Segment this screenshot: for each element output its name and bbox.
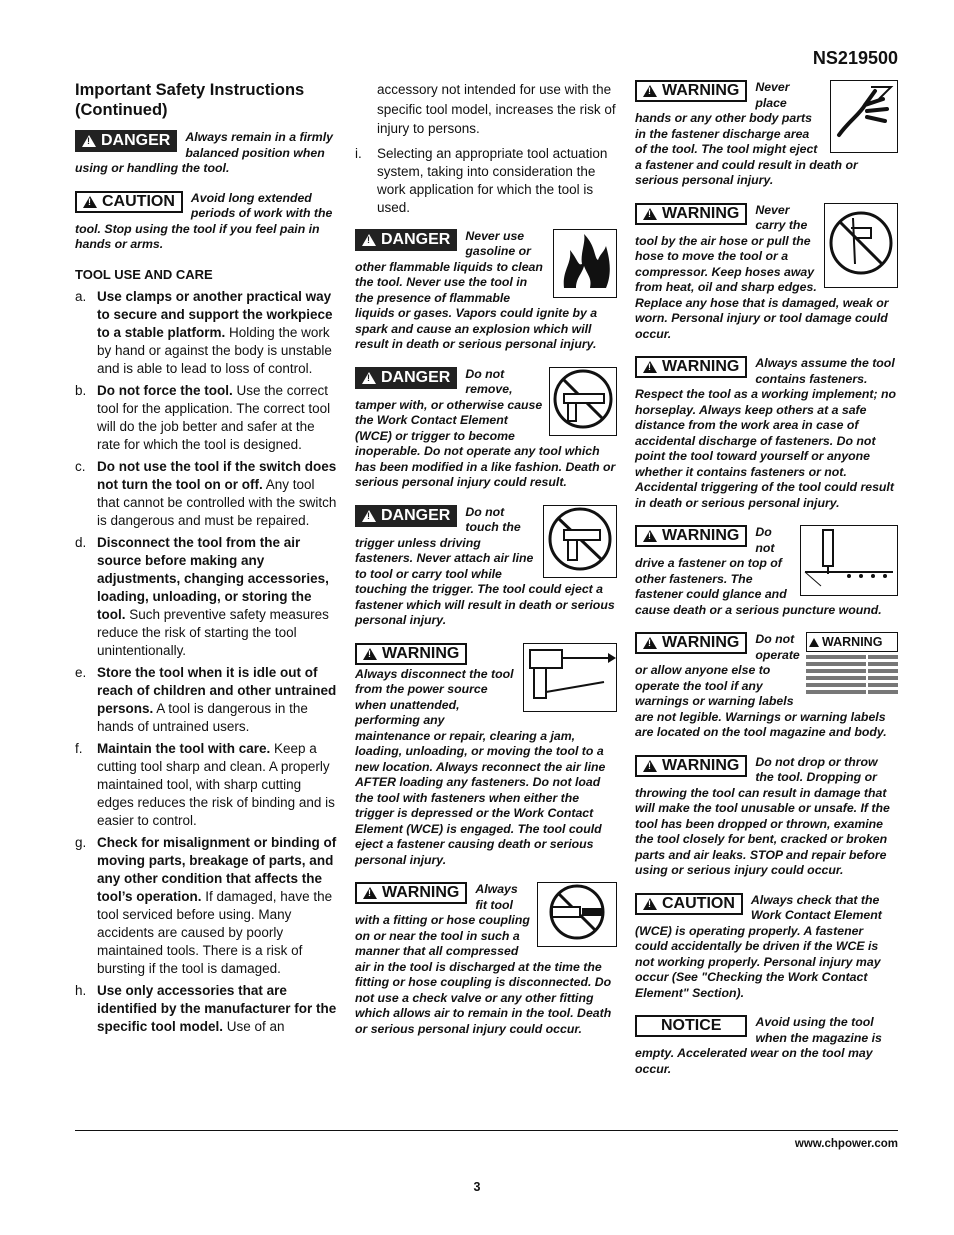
danger-notice: ! DANGER Do not touch the trigger unless driving fasteners. Never attach air line to tool or carry tool while touching the trigger. The tool could eject a fastener which will result in death or serious personal injury. — [355, 505, 617, 629]
warning-badge: ! WARNING — [635, 755, 747, 777]
section-title: Important Safety Instructions (Continued) — [75, 81, 305, 119]
danger-badge: ! DANGER — [355, 367, 457, 389]
column-2 — [355, 80, 617, 1051]
caution-badge: ! CAUTION — [635, 893, 743, 915]
notice-badge: NOTICE — [635, 1015, 747, 1037]
alert-triangle-icon — [643, 530, 657, 542]
warning-badge: ! WARNING — [355, 643, 467, 665]
list-item-h: h. Use only accessories that are identified by the manufacturer for the specific tool model. Use of an — [75, 982, 337, 1034]
tool-use-list — [75, 288, 338, 1036]
list-item-i: i. Selecting an appropriate tool actuation system, taking into consideration the work application for which the tool is used. — [355, 145, 608, 215]
column-3 — [635, 80, 898, 1091]
warning-badge: ! WARNING — [635, 203, 747, 225]
disconnect-air-icon — [523, 643, 617, 712]
list-item-e: e. Store the tool when it is idle out of reach of children and other untrained persons. A tool is dangerous in the hands of untrained users. — [75, 664, 337, 734]
warning-badge: ! WARNING — [635, 632, 747, 654]
alert-triangle-icon — [643, 85, 657, 97]
website-link[interactable]: www.chpower.com — [794, 1138, 898, 1150]
warning-badge: ! WARNING — [635, 80, 747, 102]
caution-badge: ! CAUTION — [75, 191, 183, 213]
no-carry-by-hose-icon — [824, 203, 898, 288]
alert-triangle-icon — [643, 898, 657, 910]
warning-badge: ! WARNING — [635, 525, 747, 547]
alert-triangle-icon — [643, 361, 657, 373]
footer-divider — [75, 1130, 898, 1131]
alert-triangle-icon — [83, 196, 97, 208]
warning-notice: ! WARNING Never place hands or any other body parts in the fastener discharge area of the tool. The tool might eject a fastener and could result in death or serious personal injury. — [635, 80, 898, 189]
warning-notice: ! WARNING Always assume the tool contains fasteners. Respect the tool as a working implement; no horseplay. Always keep others at a safe distance from the work area in case of accidental discharge of fasteners. Do not point the tool toward yourself or anyone whether it contains fasteners or not. Accidental triggering of the tool could result in death or serious personal injury. — [635, 356, 898, 511]
alert-triangle-icon — [363, 887, 377, 899]
alert-triangle-icon — [362, 510, 376, 522]
list-item-b: b. Do not force the tool. Use the correct tool for the application. The correct tool will do the job better and safer at the rate for which the tool is designed. — [75, 382, 331, 452]
warning-notice: ! WARNING Do not drive a fastener on top of other fasteners. The fastener could glance and cause death or a serious puncture wound. — [635, 525, 898, 618]
column-3-notices — [635, 80, 898, 1077]
warning-notice: ! WARNING Do not drop or throw the tool. Dropping or throwing the tool can result in damage that will make the tool unusable or unsafe. If the tool has been dropped or thrown, examine the tool closely for bent, cracked or broken parts and air leaks. STOP and repair before using or serious injury could occur. — [635, 755, 898, 879]
column-1 — [75, 80, 338, 1040]
tool-use-heading: TOOL USE AND CARE — [75, 266, 213, 282]
danger-notice-balance: ! DANGER Always remain in a firmly balanced position when using or handling the tool. — [75, 130, 338, 177]
warning-badge: ! WARNING — [355, 882, 467, 904]
list-item-c: c. Do not use the tool if the switch does not turn the tool on or off. Any tool that cannot be controlled with the switch is dangerous and must be repaired. — [75, 458, 337, 528]
alert-triangle-icon — [643, 208, 657, 220]
warning-badge: ! WARNING — [635, 356, 747, 378]
caution-notice: ! CAUTION Always check that the Work Contact Element (WCE) is operating properly. A fastener could accidentally be driven if the WCE is not working properly. Personal injury may occur (See "Checking the Work Contact Element" Section). — [635, 893, 898, 1002]
notice-notice: NOTICE Avoid using the tool when the magazine is empty. Accelerated wear on the tool may occur. — [635, 1015, 882, 1076]
fastener-on-fastener-icon — [800, 525, 898, 596]
alert-triangle-icon — [363, 648, 377, 660]
danger-badge: ! DANGER — [75, 130, 177, 152]
alert-triangle-icon — [362, 372, 376, 384]
model-number: NS219500 — [812, 48, 898, 68]
item-h-continuation: accessory not intended for use with the specific tool model, increases the risk of injury to persons. — [377, 82, 616, 136]
warning-notice: WARNING ! WARNING Do not operate or allow anyone else to operate the tool if any warnings or warning labels are not legible. Warnings or warning labels are located on the tool magazine and body. — [635, 632, 898, 741]
caution-notice-extended-work: ! CAUTION Avoid long extended periods of work with the tool. Stop using the tool if you feel pain in hands or arms. — [75, 191, 338, 253]
alert-triangle-icon — [82, 135, 96, 147]
danger-notice: ! DANGER Do not remove, tamper with, or otherwise cause the Work Contact Element (WCE) or trigger to become inoperable. Do not operate any tool which has been modified in a like fashion. Death or serious personal injury could result. — [355, 367, 617, 491]
warning-notice: ! WARNING Always disconnect the tool from the power source when unattended, performing any maintenance or repair, clearing a jam, loading, unloading, or moving the tool to a new location. Always reconnect the air line AFTER loading any fasteners. Do not load the tool with fasteners when either the trigger is depressed or the Work Contact Element (WCE) is engaged. The tool could eject a fastener causing death or serious personal injury. — [355, 643, 617, 869]
warning-notice: ! WARNING Always fit tool with a fitting or hose coupling on or near the tool in such a manner that all compressed air in the tool is discharged at the time the fitting or hose coupling is disconnected. Do not use a check valve or any other fitting which allows air to remain in the tool. Death or serious personal injury could occur. — [355, 882, 617, 1037]
no-finger-on-trigger-icon — [543, 505, 617, 578]
page-number: 3 — [473, 1180, 481, 1194]
list-item-a: a. Use clamps or another practical way to secure and support the workpiece to a stable platform. Holding the work by hand or against the body is unstable and is able to lead to loss of control. — [75, 288, 333, 376]
danger-notice: ! DANGER Never use gasoline or other flammable liquids to clean the tool. Never use the tool in the presence of flammable liquids or gases. Vapors could ignite by a spark and cause an explosion which will result in death or serious personal injury. — [355, 229, 617, 353]
list-item-d: d. Disconnect the tool from the air source before making any adjustments, changing accessories, loading, unloading, or storing the tool. Such preventive safety measures reduce the risk of starting the tool unintentionally. — [75, 534, 329, 658]
no-tamper-wce-icon — [549, 367, 617, 436]
danger-badge: ! DANGER — [355, 505, 457, 527]
list-item-g: g. Check for misalignment or binding of moving parts, breakage of parts, and any other condition that affects the tool’s operation. If damaged, have the tool serviced before using. Many accidents are caused by poorly maintained tools. There is a risk of bursting if the tool is damaged. — [75, 834, 337, 976]
danger-badge: ! DANGER — [355, 229, 457, 251]
alert-triangle-icon — [362, 234, 376, 246]
alert-triangle-icon — [643, 637, 657, 649]
no-check-valve-icon — [537, 882, 617, 947]
column-2-notices — [355, 229, 617, 1038]
flame-icon — [553, 229, 617, 298]
hand-hazard-icon — [830, 80, 898, 153]
list-item-f: f. Maintain the tool with care. Keep a cutting tool sharp and clean. A properly maintained tool, with sharp cutting edges reduces the risk of binding and is easier to control. — [75, 740, 335, 828]
alert-triangle-icon — [643, 760, 657, 772]
warning-label-icon: WARNING — [806, 632, 898, 696]
warning-notice: ! WARNING Never carry the tool by the air hose or pull the hose to move the tool or a compressor. Keep hoses away from heat, oil and sharp edges. Replace any hose that is damaged, weak or worn. Personal injury or tool damage could occur. — [635, 203, 898, 343]
